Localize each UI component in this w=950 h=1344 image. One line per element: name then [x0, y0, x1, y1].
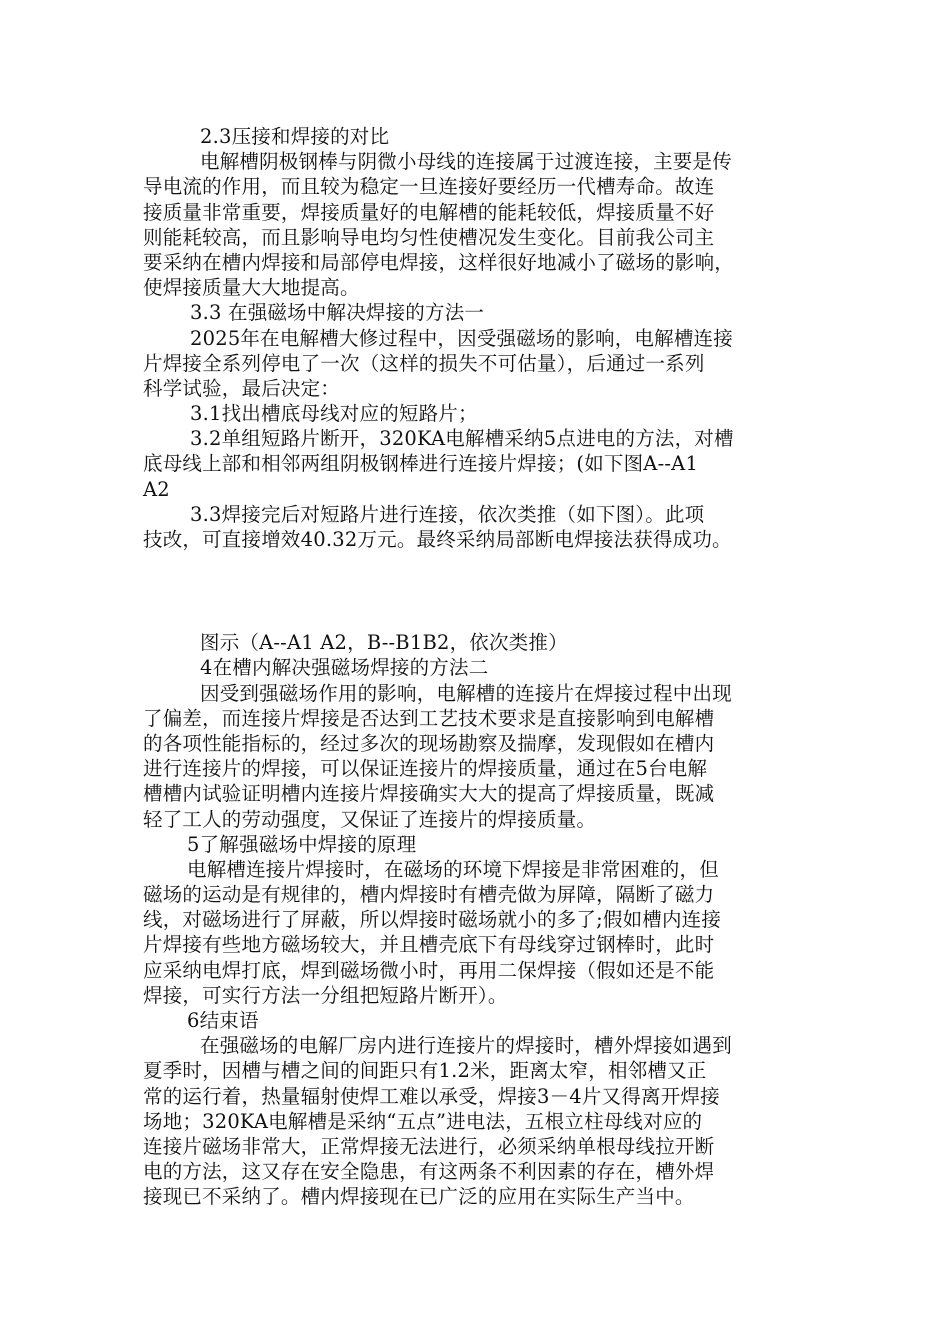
text-line: 应采纳电焊打底，焊到磁场微小时，再用二保焊接（假如还是不能 [143, 958, 715, 982]
text-line: 接质量非常重要，焊接质量好的电解槽的能耗较低，焊接质量不好 [143, 200, 715, 224]
section-heading-5: 5了解强磁场中焊接的原理 [187, 832, 417, 856]
text-line: 电的方法，这又存在安全隐患，有这两条不利因素的存在，槽外焊 [143, 1160, 715, 1184]
text-line: 轻了工人的劳动强度，又保证了连接片的焊接质量。 [143, 807, 597, 831]
figure-placeholder [143, 552, 813, 630]
paragraph-4 [143, 681, 813, 832]
section-heading-2-3: 2.3压接和焊接的对比 [200, 125, 390, 148]
paragraph-3-3 [143, 326, 813, 402]
text-line: A2 [143, 477, 170, 501]
text-line: 因受到强磁场作用的影响，电解槽的连接片在焊接过程中出现 [200, 681, 732, 705]
step-3-3 [143, 502, 813, 552]
text-line: 科学试验，最后决定： [143, 376, 341, 400]
text-line: 焊接，可实行方法一分组把短路片断开）。 [143, 983, 508, 1007]
text-line: 接现已不采纳了。槽内焊接现在已广泛的应用在实际生产当中。 [143, 1185, 695, 1209]
text-line: 常的运行着，热量辐射使焊工难以承受，焊接3－4片又得离开焊接 [143, 1084, 720, 1108]
text-line: 底母线上部和相邻两组阴极钢棒进行连接片焊接；(如下图A--A1 [143, 452, 699, 476]
paragraph-6 [143, 1033, 813, 1209]
text-line: 导电流的作用，而且较为稳定一旦连接好要经历一代槽寿命。故连 [143, 175, 715, 199]
text-line: 要采纳在槽内焊接和局部停电焊接，这样很好地减小了磁场的影响， [143, 250, 735, 274]
text-line: 场地；320KA电解槽是采纳“五点”进电法，五根立柱母线对应的 [143, 1109, 703, 1133]
figure-caption: 图示（A--A1 A2，B--B1B2，依次类推） [200, 631, 568, 655]
text-line: 进行连接片的焊接，可以保证连接片的焊接质量，通过在5台电解 [143, 757, 708, 781]
text-line: 3.3焊接完后对短路片进行连接，依次类推（如下图）。此项 [190, 502, 705, 526]
text-line: 了偏差，而连接片焊接是否达到工艺技术要求是直接影响到电解槽 [143, 706, 715, 730]
text-line: 在强磁场的电解厂房内进行连接片的焊接时，槽外焊接如遇到 [200, 1034, 732, 1058]
text-line: 的各项性能指标的，经过多次的现场勘察及揣摩，发现假如在槽内 [143, 731, 715, 755]
section-heading-3-3: 3.3 在强磁场中解决焊接的方法一 [190, 301, 485, 325]
paragraph-2-3 [143, 149, 813, 300]
text-line: 电解槽连接片焊接时，在磁场的环境下焊接是非常困难的，但 [187, 857, 719, 881]
text-line: 片焊接有些地方磁场较大，并且槽壳底下有母线穿过钢棒时，此时 [143, 933, 715, 957]
text-line: 磁场的运动是有规律的，槽内焊接时有槽壳做为屏障，隔断了磁力 [143, 883, 715, 907]
text-line: 电解槽阴极钢棒与阴微小母线的连接属于过渡连接，主要是传 [200, 150, 732, 174]
step-3-2 [143, 426, 813, 502]
text-line: 夏季时，因槽与槽之间的间距只有1.2米，距离太窄，相邻槽又正 [143, 1059, 707, 1083]
text-line: 线，对磁场进行了屏蔽，所以焊接时磁场就小的多了;假如槽内连接 [143, 908, 722, 932]
text-line: 片焊接全系列停电了一次（这样的损失不可估量），后通过一系列 [143, 351, 705, 375]
paragraph-5 [143, 857, 813, 1008]
text-line: 则能耗较高，而且影响导电均匀性使槽况发生变化。目前我公司主 [143, 225, 715, 249]
text-line: 技改，可直接增效40.32万元。最终采纳局部断电焊接法获得成功。 [143, 528, 732, 551]
step-3-1: 3.1找出槽底母线对应的短路片； [190, 402, 478, 426]
text-line: 槽槽内试验证明槽内连接片焊接确实大大的提高了焊接质量，既减 [143, 782, 715, 806]
section-heading-6: 6结束语 [187, 1009, 259, 1032]
text-line: 使焊接质量大大地提高。 [143, 276, 360, 300]
text-line: 2025年在电解槽大修过程中，因受强磁场的影响，电解槽连接 [190, 326, 733, 350]
text-line: 连接片磁场非常大，正常焊接无法进行，必须采纳单根母线拉开断 [143, 1134, 715, 1158]
section-heading-4: 4在槽内解决强磁场焊接的方法二 [200, 656, 489, 680]
document-body [143, 124, 813, 1210]
text-line: 3.2单组短路片断开，320KA电解槽采纳5点进电的方法，对槽 [190, 427, 734, 451]
